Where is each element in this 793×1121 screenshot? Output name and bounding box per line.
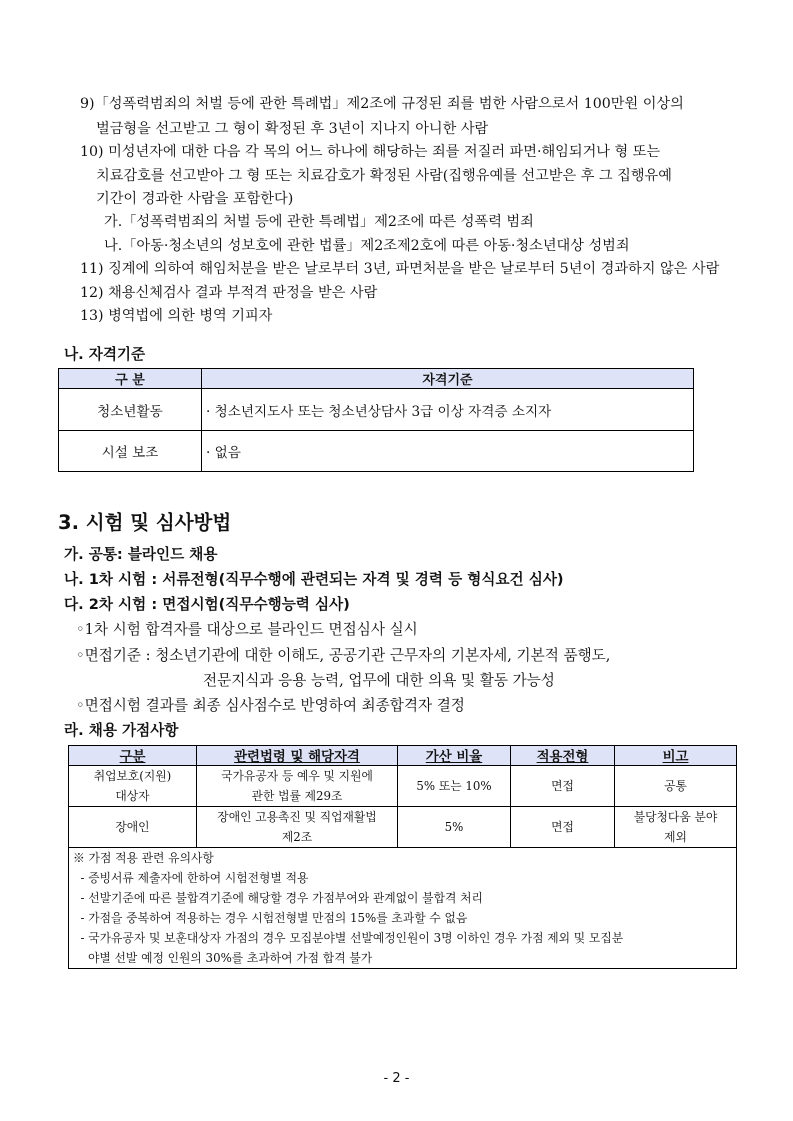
note-item: - 선발기준에 따른 불합격기준에 해당할 경우 가점부여와 관계없이 불합격 처리 xyxy=(73,891,483,905)
qualification-header-criteria: 자격기준 xyxy=(202,369,694,389)
interview-bullet-3: ◦면접시험 결과를 최종 심사점수로 반영하여 최종합격자 결정 xyxy=(76,697,465,714)
note-item: 야별 선발 예정 인원의 30%를 초과하여 가점 합격 불가 xyxy=(73,951,373,965)
qualification-header-row xyxy=(59,369,694,389)
bonus-stage: 면접 xyxy=(511,807,615,848)
section3-item-b: 나. 1차 시험 : 서류전형(직무수행에 관련되는 자격 및 경력 등 형식요건 심사) xyxy=(64,571,564,588)
bonus-law xyxy=(197,807,398,848)
item-13: 13) 병역법에 의한 병역 기피자 xyxy=(80,308,273,324)
item-9-line1: 9)「성폭력범죄의 처벌 등에 관한 특례법」제2조에 규정된 죄를 범한 사람으로서 100만원 이상의 xyxy=(80,96,684,112)
qualification-criteria: · 청소년지도사 또는 청소년상담사 3급 이상 자격증 소지자 xyxy=(202,389,694,431)
bonus-law xyxy=(197,766,398,807)
bonus-note: 공통 xyxy=(615,766,737,807)
note-item: - 국가유공자 및 보훈대상자 가점의 경우 모집분야별 선발예정인원이 3명 이하인 경우 가점 제외 및 모집분 xyxy=(73,931,624,945)
item-10-line3: 기간이 경과한 사람을 포함한다) xyxy=(96,191,294,207)
bonus-category-line1: 취업보호(지원) xyxy=(93,769,172,783)
bonus-header-law: 관련법령 및 해당자격 xyxy=(197,746,398,766)
bonus-law-line2: 관한 법률 제29조 xyxy=(251,789,343,803)
section-title: 3. 시험 및 심사방법 xyxy=(58,511,232,534)
section3-item-a: 가. 공통: 블라인드 채용 xyxy=(64,546,218,563)
bonus-rate: 5% 또는 10% xyxy=(398,766,511,807)
section3-item-d: 라. 채용 가점사항 xyxy=(64,722,179,739)
bonus-notes-row xyxy=(69,848,737,969)
bonus-law-line1: 장애인 고용촉진 및 직업재활법 xyxy=(217,810,377,824)
bonus-category: 장애인 xyxy=(69,807,197,848)
interview-bullet-1: ◦1차 시험 합격자를 대상으로 블라인드 면접심사 실시 xyxy=(76,621,418,638)
bonus-header-rate: 가산 비율 xyxy=(398,746,511,766)
bonus-category xyxy=(69,766,197,807)
bonus-note-line1: 불당청다움 분야 xyxy=(633,810,718,824)
bonus-law-line1: 국가유공자 등 예우 및 지원에 xyxy=(221,769,373,783)
bonus-notes xyxy=(69,848,737,969)
bonus-header-category: 구분 xyxy=(69,746,197,766)
table-row xyxy=(69,807,737,848)
bonus-header-row xyxy=(69,746,737,766)
interview-bullet-2: ◦면접기준 : 청소년기관에 대한 이해도, 공공기관 근무자의 기본자세, 기본적 품행도, xyxy=(76,647,611,664)
bonus-rate: 5% xyxy=(398,807,511,848)
qualification-table xyxy=(58,368,694,472)
bonus-table xyxy=(68,745,737,969)
item-12: 12) 채용신체검사 결과 부적격 판정을 받은 사람 xyxy=(80,285,378,301)
qualification-category: 시설 보조 xyxy=(59,431,202,472)
item-9-line2: 벌금형을 선고받고 그 형이 확정된 후 3년이 지나지 아니한 사람 xyxy=(96,121,489,137)
bonus-stage: 면접 xyxy=(511,766,615,807)
qualification-heading: 나. 자격기준 xyxy=(64,346,146,363)
bonus-note-line2: 제외 xyxy=(664,830,687,844)
interview-bullet-2-cont: 전문지식과 응용 능력, 업무에 대한 의욕 및 활동 가능성 xyxy=(203,672,555,689)
item-10-line1: 10) 미성년자에 대한 다음 각 목의 어느 하나에 해당하는 죄를 저질러 파면·해임되거나 형 또는 xyxy=(80,144,661,160)
item-10-sub-a: 가.「성폭력범죄의 처벌 등에 관한 특례법」제2조에 따른 성폭력 범죄 xyxy=(104,214,534,230)
item-10-sub-b: 나.「아동·청소년의 성보호에 관한 법률」제2조제2호에 따른 아동·청소년대상 성범죄 xyxy=(104,238,630,254)
note-heading: ※ 가점 적용 관련 유의사항 xyxy=(73,851,214,865)
item-10-line2: 치료감호를 선고받아 그 형 또는 치료감호가 확정된 사람(집행유예를 선고받은 후 그 집행유예 xyxy=(96,168,672,184)
page-number: - 2 - xyxy=(383,1071,410,1086)
table-row xyxy=(69,766,737,807)
note-item: - 증빙서류 제출자에 한하여 시험전형별 적용 xyxy=(73,871,309,885)
table-row xyxy=(59,389,694,431)
bonus-law-line2: 제2조 xyxy=(281,830,313,844)
qualification-category: 청소년활동 xyxy=(59,389,202,431)
table-row xyxy=(59,431,694,472)
bonus-note xyxy=(615,807,737,848)
qualification-header-category: 구 분 xyxy=(59,369,202,389)
bonus-header-stage: 적용전형 xyxy=(511,746,615,766)
qualification-criteria: · 없음 xyxy=(202,431,694,472)
item-11: 11) 징계에 의하여 해임처분을 받은 날로부터 3년, 파면처분을 받은 날로부터 5년이 경과하지 않은 사람 xyxy=(80,261,720,277)
note-item: - 가점을 중복하여 적용하는 경우 시험전형별 만점의 15%를 초과할 수 없음 xyxy=(73,911,468,925)
section3-item-c: 다. 2차 시험 : 면접시험(직무수행능력 심사) xyxy=(64,596,350,613)
bonus-category-line2: 대상자 xyxy=(115,789,150,803)
bonus-header-note: 비고 xyxy=(615,746,737,766)
